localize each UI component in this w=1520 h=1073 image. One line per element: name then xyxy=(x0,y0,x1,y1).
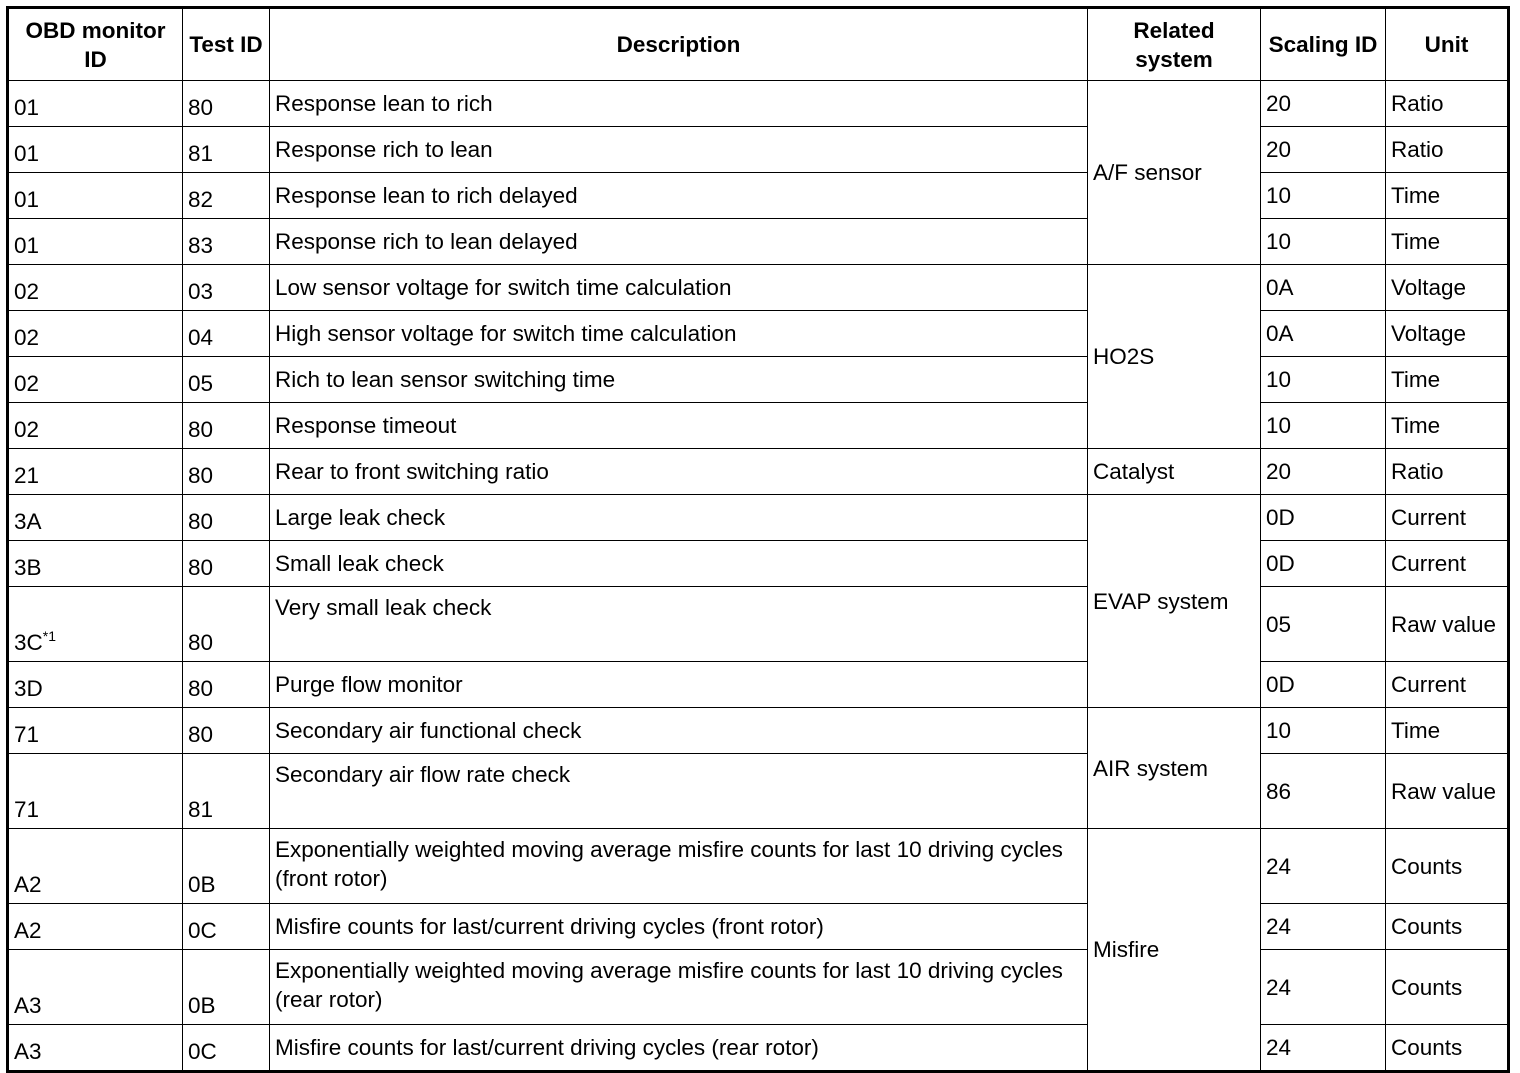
description-cell: Exponentially weighted moving average misfire counts for last 10 driving cycles (front rotor) xyxy=(270,829,1088,904)
monitor-id-cell: A2 xyxy=(8,829,183,904)
test-id-cell: 80 xyxy=(183,81,270,127)
description-cell: Rich to lean sensor switching time xyxy=(270,357,1088,403)
description-cell: Response lean to rich xyxy=(270,81,1088,127)
description-cell: Secondary air flow rate check xyxy=(270,754,1088,829)
description-cell: Response timeout xyxy=(270,403,1088,449)
table-row xyxy=(8,495,1509,541)
related-system-cell: AIR system xyxy=(1088,708,1261,829)
related-system-cell: EVAP system xyxy=(1088,495,1261,708)
test-id-cell: 05 xyxy=(183,357,270,403)
table-row xyxy=(8,1025,1509,1072)
monitor-id-cell: 3D xyxy=(8,662,183,708)
scaling-id-cell: 24 xyxy=(1261,829,1386,904)
test-id-cell: 0C xyxy=(183,1025,270,1072)
unit-cell: Voltage xyxy=(1386,265,1509,311)
description-cell: Very small leak check xyxy=(270,587,1088,662)
scaling-id-cell: 05 xyxy=(1261,587,1386,662)
description-cell: Response rich to lean delayed xyxy=(270,219,1088,265)
test-id-cell: 80 xyxy=(183,587,270,662)
unit-cell: Time xyxy=(1386,357,1509,403)
description-cell: Small leak check xyxy=(270,541,1088,587)
scaling-id-cell: 10 xyxy=(1261,708,1386,754)
scaling-id-cell: 10 xyxy=(1261,357,1386,403)
scaling-id-cell: 86 xyxy=(1261,754,1386,829)
unit-cell: Raw value xyxy=(1386,754,1509,829)
unit-cell: Time xyxy=(1386,219,1509,265)
table-row xyxy=(8,265,1509,311)
test-id-cell: 83 xyxy=(183,219,270,265)
description-cell: Low sensor voltage for switch time calculation xyxy=(270,265,1088,311)
scaling-id-cell: 24 xyxy=(1261,904,1386,950)
header-scaling-id: Scaling ID xyxy=(1261,8,1386,81)
unit-cell: Current xyxy=(1386,662,1509,708)
related-system-cell: HO2S xyxy=(1088,265,1261,449)
header-description: Description xyxy=(270,8,1088,81)
unit-cell: Raw value xyxy=(1386,587,1509,662)
monitor-id-cell: 02 xyxy=(8,403,183,449)
scaling-id-cell: 10 xyxy=(1261,403,1386,449)
obd-monitor-table xyxy=(6,6,1510,1073)
header-row xyxy=(8,8,1509,81)
unit-cell: Counts xyxy=(1386,904,1509,950)
unit-cell: Time xyxy=(1386,173,1509,219)
table-row xyxy=(8,173,1509,219)
description-cell: Misfire counts for last/current driving cycles (rear rotor) xyxy=(270,1025,1088,1072)
test-id-cell: 80 xyxy=(183,541,270,587)
monitor-id-cell: 01 xyxy=(8,81,183,127)
monitor-id-cell: 02 xyxy=(8,311,183,357)
test-id-cell: 80 xyxy=(183,662,270,708)
monitor-id-cell: 01 xyxy=(8,219,183,265)
table-row xyxy=(8,904,1509,950)
table-row xyxy=(8,81,1509,127)
test-id-cell: 0B xyxy=(183,829,270,904)
monitor-id-text: 3C xyxy=(14,630,43,655)
monitor-id-cell: 71 xyxy=(8,754,183,829)
test-id-cell: 80 xyxy=(183,708,270,754)
monitor-id-cell: 71 xyxy=(8,708,183,754)
unit-cell: Ratio xyxy=(1386,81,1509,127)
unit-cell: Ratio xyxy=(1386,449,1509,495)
scaling-id-cell: 20 xyxy=(1261,127,1386,173)
test-id-cell: 80 xyxy=(183,449,270,495)
table-row xyxy=(8,662,1509,708)
table-row xyxy=(8,357,1509,403)
table-row xyxy=(8,219,1509,265)
description-cell: Large leak check xyxy=(270,495,1088,541)
description-cell: High sensor voltage for switch time calculation xyxy=(270,311,1088,357)
test-id-cell: 0B xyxy=(183,950,270,1025)
description-cell: Rear to front switching ratio xyxy=(270,449,1088,495)
unit-cell: Counts xyxy=(1386,829,1509,904)
scaling-id-cell: 24 xyxy=(1261,950,1386,1025)
scaling-id-cell: 24 xyxy=(1261,1025,1386,1072)
description-cell: Response rich to lean xyxy=(270,127,1088,173)
table-row xyxy=(8,311,1509,357)
test-id-cell: 82 xyxy=(183,173,270,219)
related-system-cell: A/F sensor xyxy=(1088,81,1261,265)
unit-cell: Counts xyxy=(1386,950,1509,1025)
description-cell: Misfire counts for last/current driving cycles (front rotor) xyxy=(270,904,1088,950)
table-row xyxy=(8,127,1509,173)
scaling-id-cell: 10 xyxy=(1261,219,1386,265)
monitor-id-cell: 01 xyxy=(8,127,183,173)
table-row xyxy=(8,950,1509,1025)
unit-cell: Time xyxy=(1386,708,1509,754)
scaling-id-cell: 0A xyxy=(1261,311,1386,357)
related-system-cell: Misfire xyxy=(1088,829,1261,1072)
test-id-cell: 04 xyxy=(183,311,270,357)
monitor-id-cell: 21 xyxy=(8,449,183,495)
table-row xyxy=(8,449,1509,495)
scaling-id-cell: 0D xyxy=(1261,662,1386,708)
monitor-id-cell: 02 xyxy=(8,265,183,311)
description-cell: Exponentially weighted moving average misfire counts for last 10 driving cycles (rear rotor) xyxy=(270,950,1088,1025)
scaling-id-cell: 0D xyxy=(1261,495,1386,541)
scaling-id-cell: 20 xyxy=(1261,449,1386,495)
table-row xyxy=(8,754,1509,829)
header-unit: Unit xyxy=(1386,8,1509,81)
scaling-id-cell: 0A xyxy=(1261,265,1386,311)
obd-monitor-table-container xyxy=(6,6,1510,1073)
monitor-id-cell: 3B xyxy=(8,541,183,587)
monitor-id-cell: 3A xyxy=(8,495,183,541)
related-system-cell: Catalyst xyxy=(1088,449,1261,495)
table-row xyxy=(8,708,1509,754)
test-id-cell: 80 xyxy=(183,495,270,541)
description-cell: Secondary air functional check xyxy=(270,708,1088,754)
unit-cell: Time xyxy=(1386,403,1509,449)
description-cell: Response lean to rich delayed xyxy=(270,173,1088,219)
monitor-id-cell: A3 xyxy=(8,950,183,1025)
table-row xyxy=(8,541,1509,587)
description-cell: Purge flow monitor xyxy=(270,662,1088,708)
monitor-id-cell xyxy=(8,587,183,662)
test-id-cell: 81 xyxy=(183,127,270,173)
test-id-cell: 81 xyxy=(183,754,270,829)
monitor-id-cell: 02 xyxy=(8,357,183,403)
unit-cell: Counts xyxy=(1386,1025,1509,1072)
unit-cell: Current xyxy=(1386,495,1509,541)
scaling-id-cell: 20 xyxy=(1261,81,1386,127)
footnote-mark: *1 xyxy=(42,628,56,644)
test-id-cell: 0C xyxy=(183,904,270,950)
table-row xyxy=(8,403,1509,449)
monitor-id-cell: A2 xyxy=(8,904,183,950)
test-id-cell: 80 xyxy=(183,403,270,449)
table-row xyxy=(8,829,1509,904)
monitor-id-cell: A3 xyxy=(8,1025,183,1072)
test-id-cell: 03 xyxy=(183,265,270,311)
header-monitor-id: OBD monitor ID xyxy=(8,8,183,81)
header-test-id: Test ID xyxy=(183,8,270,81)
unit-cell: Voltage xyxy=(1386,311,1509,357)
scaling-id-cell: 0D xyxy=(1261,541,1386,587)
header-related-system: Related system xyxy=(1088,8,1261,81)
unit-cell: Current xyxy=(1386,541,1509,587)
table-row xyxy=(8,587,1509,662)
monitor-id-cell: 01 xyxy=(8,173,183,219)
unit-cell: Ratio xyxy=(1386,127,1509,173)
scaling-id-cell: 10 xyxy=(1261,173,1386,219)
